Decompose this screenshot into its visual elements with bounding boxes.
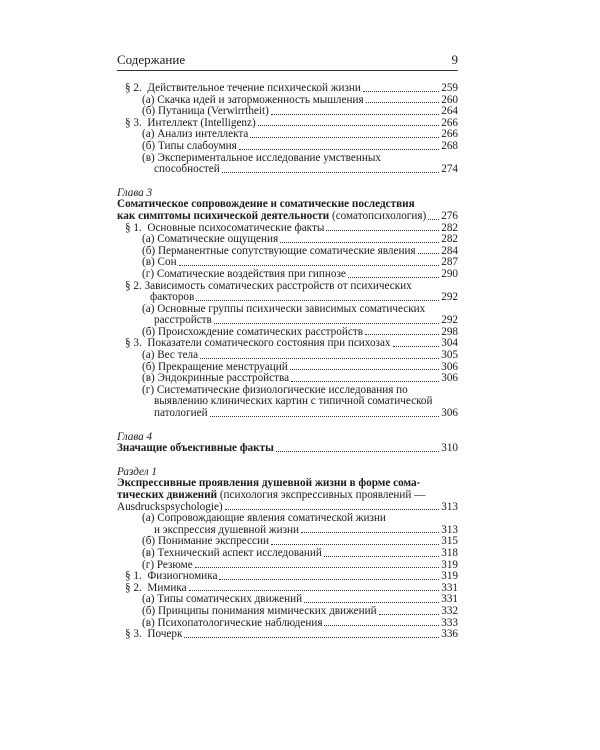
entry-title: (г) Резюме: [142, 558, 193, 571]
entry-number: § 2.: [125, 581, 142, 594]
entry-title: (в) Психопатологические наблюдения: [142, 616, 323, 629]
entry-title: расстройств: [154, 314, 212, 327]
table-of-contents: [117, 83, 458, 641]
entry-page: 332: [441, 604, 458, 617]
dot-leader: [324, 556, 439, 557]
entry-page: 276: [441, 209, 458, 222]
entry-title: (а) Вес тела: [142, 349, 199, 362]
section-title-line: Экспрессивные проявления душевной жизни в форме сома-: [117, 477, 421, 490]
entry-title: факторов: [150, 291, 195, 304]
entry-title: (г) Соматические воздействия при гипнозе: [142, 267, 346, 280]
entry-title: (в) Эндокринные расстройства: [142, 372, 290, 385]
toc-entry: [117, 292, 458, 304]
entry-title: Основные психосоматические факты: [147, 221, 325, 234]
dot-leader: [189, 590, 440, 591]
entry-number: § 3.: [125, 628, 142, 641]
entry-page: 318: [441, 546, 458, 559]
entry-title-line: § 2. Зависимость соматических расстройств от психических: [125, 279, 412, 292]
entry-page: 290: [441, 267, 458, 280]
running-header: [117, 52, 458, 72]
entry-page: 266: [441, 128, 458, 141]
entry-title: (а) Соматические ощущения: [142, 233, 279, 246]
entry-number: § 3.: [125, 116, 142, 129]
toc-entry: [117, 83, 458, 95]
toc-entry: [117, 548, 458, 560]
dot-leader: [365, 334, 439, 335]
toc-entry: [117, 629, 458, 641]
toc-entry: [117, 234, 458, 246]
entry-title-line: (в) Экспериментальное исследование умственных: [142, 151, 381, 164]
entry-title: (в) Сон: [142, 256, 177, 269]
dot-leader: [326, 230, 439, 231]
entry-page: 282: [441, 233, 458, 246]
entry-title: (б) Перманентные сопутствующие соматические явления: [142, 244, 416, 257]
entry-page: 274: [441, 163, 458, 176]
dot-leader: [348, 277, 439, 278]
entry-title-line: (г) Систематические физиологические исследования по: [142, 383, 408, 396]
entry-page: 310: [441, 442, 458, 455]
toc-entry: [117, 408, 458, 420]
dot-leader: [184, 637, 439, 638]
entry-page: 306: [441, 372, 458, 385]
dot-leader: [428, 219, 439, 220]
entry-page: 306: [441, 360, 458, 373]
entry-page: 315: [441, 535, 458, 548]
entry-page: 333: [441, 616, 458, 629]
entry-number: § 3.: [125, 337, 142, 350]
entry-page: 313: [441, 523, 458, 536]
entry-title: (б) Понимание экспрессии: [142, 535, 269, 548]
entry-page: 292: [441, 291, 458, 304]
section-label: Раздел 1: [117, 465, 157, 478]
entry-title-line: (а) Основные группы психически зависимых соматических: [142, 302, 426, 315]
entry-title: и экспрессия душевной жизни: [154, 523, 300, 536]
entry-page: 305: [441, 349, 458, 362]
entry-page: 319: [441, 558, 458, 571]
entry-page: 331: [441, 581, 458, 594]
section-title-line: [117, 490, 458, 502]
dot-leader: [418, 253, 440, 254]
entry-title: (а) Скачка идей и заторможенность мышления: [142, 93, 364, 106]
dot-leader: [214, 323, 439, 324]
dot-leader: [276, 451, 439, 452]
section-title: тических движений: [117, 489, 218, 501]
entry-page: 259: [441, 82, 458, 94]
toc-entry: [117, 606, 458, 618]
dot-leader: [366, 102, 440, 103]
entry-title: Показатели соматического состояния при психозах: [147, 337, 391, 350]
chapter-label: Глава 4: [117, 430, 153, 443]
entry-page: 304: [441, 337, 458, 350]
toc-entry: [117, 141, 458, 153]
entry-title: Мимика: [147, 581, 187, 594]
section-subtitle: (психология экспрессивных проявлений —: [217, 489, 426, 501]
dot-leader: [393, 346, 440, 347]
toc-entry: [117, 164, 458, 176]
dot-leader: [196, 300, 439, 301]
entry-page: 287: [441, 256, 458, 269]
dot-leader: [222, 172, 439, 173]
dot-leader: [179, 265, 440, 266]
dot-leader: [225, 509, 440, 510]
chapter-title-line: Соматическое сопровождение и соматические последствия: [117, 198, 415, 211]
entry-page: 331: [441, 593, 458, 606]
header-rule: [117, 70, 458, 71]
entry-page: 292: [441, 314, 458, 327]
dot-leader: [250, 137, 439, 138]
dot-leader: [301, 532, 439, 533]
entry-page: 266: [441, 116, 458, 129]
toc-entry: [117, 350, 458, 362]
entry-title-line: выявлению клинических картин с типичной соматической: [154, 395, 433, 408]
entry-title: (б) Происхождение соматических расстройств: [142, 325, 363, 338]
dot-leader: [219, 579, 439, 580]
entry-title: Интеллект (Intelligenz): [147, 116, 256, 129]
chapter-title: Значащие объективные факты: [117, 442, 274, 455]
entry-title: (б) Прекращение менструаций: [142, 360, 288, 373]
chapter-label: Глава 3: [117, 186, 153, 199]
entry-page: 298: [441, 325, 458, 338]
entry-title: (б) Принципы понимания мимических движений: [142, 604, 377, 617]
entry-page: 306: [441, 407, 458, 420]
chapter-title: как симптомы психической деятельности: [117, 209, 330, 222]
dot-leader: [210, 416, 440, 417]
header-title: Содержание: [117, 52, 186, 67]
dot-leader: [195, 567, 440, 568]
dot-leader: [379, 614, 440, 615]
entry-title: способностей: [154, 163, 220, 176]
entry-title: Физиогномика: [147, 570, 218, 583]
entry-page: 264: [441, 105, 458, 118]
entry-page: 282: [441, 221, 458, 234]
entry-title: Почерк: [147, 628, 183, 641]
dot-leader: [258, 125, 440, 126]
dot-leader: [200, 358, 439, 359]
header-page-number: 9: [451, 52, 458, 67]
entry-page: 319: [441, 570, 458, 583]
dot-leader: [291, 381, 439, 382]
entry-title: (в) Технический аспект исследований: [142, 546, 322, 559]
dot-leader: [271, 114, 439, 115]
dot-leader: [363, 91, 439, 92]
entry-title: (а) Анализ интеллекта: [142, 128, 249, 141]
entry-page: 313: [441, 500, 458, 513]
dot-leader: [324, 625, 439, 626]
dot-leader: [280, 242, 439, 243]
entry-number: § 1.: [125, 221, 142, 234]
dot-leader: [271, 544, 439, 545]
entry-title: патологией: [154, 407, 208, 420]
dot-leader: [304, 602, 439, 603]
entry-title: (б) Типы слабоумия: [142, 139, 237, 152]
entry-page: 260: [441, 93, 458, 106]
dot-leader: [239, 149, 439, 150]
entry-page: 268: [441, 139, 458, 152]
entry-number: § 2.: [125, 82, 142, 94]
entry-title: Ausdruckspsychologie): [117, 500, 223, 513]
entry-title-line: (а) Сопровождающие явления соматической жизни: [142, 512, 386, 525]
entry-title: (б) Путаница (Verwirrtheit): [142, 105, 269, 118]
entry-title: (а) Типы соматических движений: [142, 593, 303, 606]
chapter-subtitle: (соматопсихология): [329, 209, 427, 222]
entry-page: 284: [441, 244, 458, 257]
entry-page: 336: [441, 628, 458, 641]
dot-leader: [290, 369, 439, 370]
entry-title: Действительное течение психической жизни: [147, 82, 361, 94]
entry-number: § 1.: [125, 570, 142, 583]
toc-entry: [117, 443, 458, 455]
toc-entry: [117, 269, 458, 281]
